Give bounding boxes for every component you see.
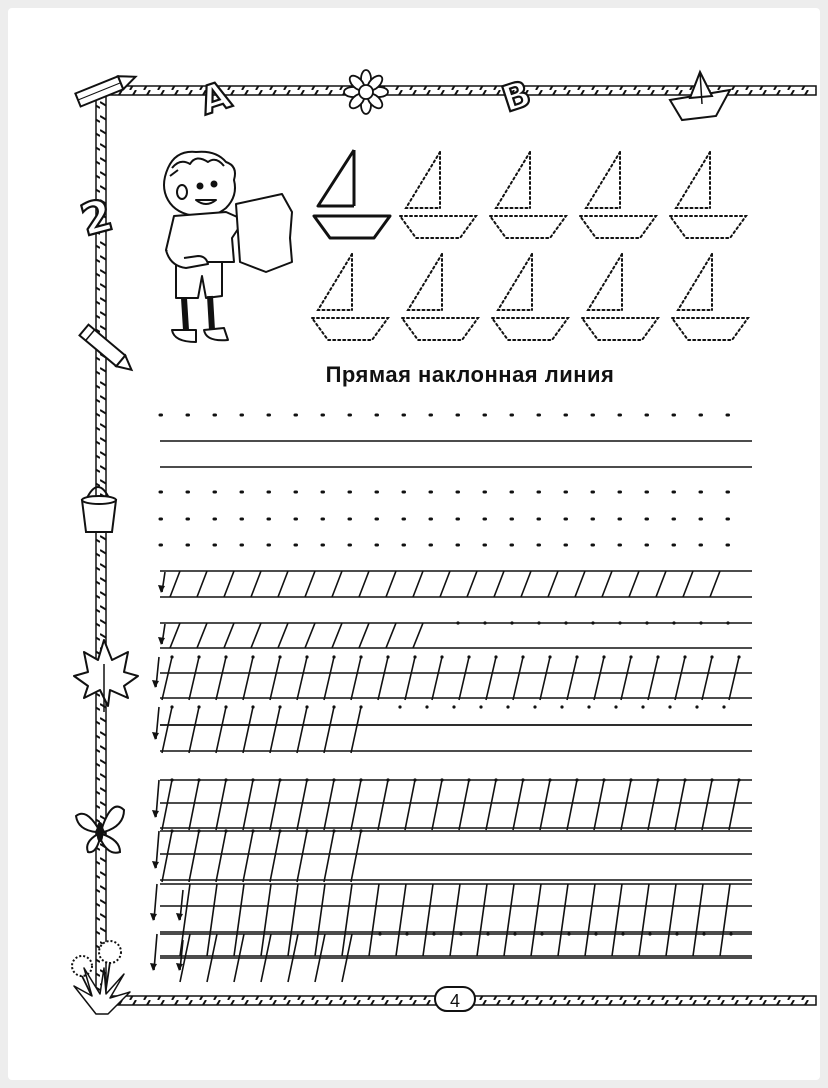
guide-dot [378, 932, 381, 935]
slant-stroke [234, 884, 244, 956]
guide-dot [621, 932, 624, 935]
slant-stroke [369, 884, 379, 956]
svg-text:2: 2 [75, 189, 119, 247]
crayon-icon [80, 325, 136, 376]
guide-dot [645, 621, 648, 624]
slant-stroke [189, 657, 199, 700]
slant-stroke [216, 831, 226, 882]
slant-stroke [602, 571, 612, 597]
slant-stroke [521, 571, 531, 597]
slant-stroke [440, 571, 450, 597]
page-number: 4 [434, 986, 476, 1012]
slant-stroke [162, 707, 172, 753]
traced-boat [580, 152, 656, 238]
slant-stroke [486, 657, 496, 700]
traced-boat [490, 152, 566, 238]
slant-stroke [216, 780, 226, 830]
slant-stroke [729, 780, 739, 830]
guide-dot [459, 932, 462, 935]
slant-stroke [477, 884, 487, 956]
slant-stroke [297, 831, 307, 882]
slant-stroke [459, 780, 469, 830]
slant-stroke [278, 571, 288, 597]
slant-stroke [189, 831, 199, 882]
slant-stroke [170, 571, 180, 597]
slant-stroke [513, 780, 523, 830]
guide-dot [648, 932, 651, 935]
slant-stroke [189, 707, 199, 753]
slant-stroke [639, 884, 649, 956]
guide-dot [594, 932, 597, 935]
slant-stroke [558, 884, 568, 956]
slant-stroke [450, 884, 460, 956]
guide-dot [540, 932, 543, 935]
slant-stroke [548, 571, 558, 597]
slant-stroke [656, 571, 666, 597]
slant-stroke [189, 780, 199, 830]
slant-stroke [243, 831, 253, 882]
guide-dot [506, 705, 509, 708]
slant-stroke [251, 623, 261, 648]
start-arrow [158, 624, 165, 645]
slant-stroke [531, 884, 541, 956]
guide-dot [618, 621, 621, 624]
slant-stroke [180, 884, 190, 956]
slant-stroke [278, 623, 288, 648]
slant-stroke [342, 884, 352, 956]
guide-dot [483, 621, 486, 624]
slant-stroke [621, 657, 631, 700]
guide-dot [405, 932, 408, 935]
writing-practice-lines [150, 415, 752, 982]
sample-boat [314, 150, 390, 238]
guide-dot [510, 621, 513, 624]
slant-stroke [513, 657, 523, 700]
start-arrow [158, 572, 165, 593]
slant-stroke [423, 884, 433, 956]
slant-stroke [332, 623, 342, 648]
slant-stroke [305, 623, 315, 648]
slant-stroke [648, 657, 658, 700]
maple-leaf-icon [74, 640, 138, 712]
guide-dot [564, 621, 567, 624]
slant-stroke [378, 780, 388, 830]
guide-dot [641, 705, 644, 708]
slant-stroke [297, 657, 307, 700]
slant-stroke [197, 571, 207, 597]
slant-stroke [405, 657, 415, 700]
slant-stroke [621, 780, 631, 830]
slant-stroke [197, 623, 207, 648]
slant-stroke [683, 571, 693, 597]
guide-dot [699, 621, 702, 624]
slant-stroke [270, 707, 280, 753]
slant-stroke [540, 657, 550, 700]
slant-stroke [162, 657, 172, 700]
guide-dot [695, 705, 698, 708]
slant-stroke [666, 884, 676, 956]
guide-dot [479, 705, 482, 708]
slant-stroke [243, 707, 253, 753]
traced-boat [312, 254, 388, 340]
slant-stroke [297, 780, 307, 830]
traced-boat [582, 254, 658, 340]
slant-stroke [378, 657, 388, 700]
paper-boat-icon [670, 72, 730, 120]
worksheet-title: Прямая наклонная линия [325, 362, 615, 387]
slant-stroke [612, 884, 622, 956]
slant-stroke [710, 571, 720, 597]
slant-stroke [693, 884, 703, 956]
slant-stroke [351, 707, 361, 753]
slant-stroke [413, 571, 423, 597]
slant-stroke [432, 780, 442, 830]
svg-text:А: А [194, 72, 236, 124]
slant-stroke [351, 657, 361, 700]
slant-stroke [324, 831, 334, 882]
slant-stroke [413, 623, 423, 648]
slant-stroke [359, 571, 369, 597]
start-arrow [150, 884, 157, 921]
slant-stroke [270, 780, 280, 830]
guide-dot [432, 932, 435, 935]
numeral-two-icon [75, 189, 118, 246]
slant-stroke [305, 571, 315, 597]
slant-stroke [162, 780, 172, 830]
slant-stroke [162, 831, 172, 882]
guide-dot [486, 932, 489, 935]
slant-stroke [494, 571, 504, 597]
slant-stroke [594, 780, 604, 830]
traced-boat [672, 254, 748, 340]
slant-stroke [216, 657, 226, 700]
guide-dot [560, 705, 563, 708]
guide-dot [567, 932, 570, 935]
slant-stroke [351, 780, 361, 830]
slant-stroke [648, 780, 658, 830]
slant-stroke [504, 884, 514, 956]
slant-stroke [324, 780, 334, 830]
guide-dot [668, 705, 671, 708]
slant-stroke [540, 780, 550, 830]
guide-dot [398, 705, 401, 708]
slant-stroke [585, 884, 595, 956]
start-arrow [152, 780, 159, 818]
slant-stroke [332, 571, 342, 597]
slant-stroke [270, 831, 280, 882]
slant-stroke [270, 657, 280, 700]
traced-boat [492, 254, 568, 340]
slant-stroke [243, 657, 253, 700]
traced-boat [402, 254, 478, 340]
start-arrow [152, 707, 159, 740]
slant-stroke [170, 623, 180, 648]
slant-stroke [251, 571, 261, 597]
slant-stroke [567, 657, 577, 700]
guide-dot [533, 705, 536, 708]
start-arrow [152, 657, 159, 688]
slant-stroke [467, 571, 477, 597]
slant-stroke [675, 780, 685, 830]
slant-stroke [675, 657, 685, 700]
guide-dot [456, 621, 459, 624]
slant-stroke [405, 780, 415, 830]
slant-stroke [359, 623, 369, 648]
slant-stroke [324, 657, 334, 700]
boy-illustration [164, 152, 292, 342]
traced-boat [670, 152, 746, 238]
slant-stroke [702, 780, 712, 830]
guide-dot [722, 705, 725, 708]
slant-stroke [288, 884, 298, 956]
slant-stroke [386, 571, 396, 597]
guide-dot [726, 621, 729, 624]
slant-stroke [575, 571, 585, 597]
slant-stroke [486, 780, 496, 830]
svg-text:В: В [497, 73, 536, 121]
slant-stroke [261, 884, 271, 956]
slant-stroke [567, 780, 577, 830]
letter-b-icon [497, 73, 536, 120]
guide-dot [675, 932, 678, 935]
start-arrow [150, 934, 157, 971]
slant-stroke [224, 623, 234, 648]
slant-stroke [315, 884, 325, 956]
slant-stroke [216, 707, 226, 753]
slant-stroke [396, 884, 406, 956]
slant-stroke [729, 657, 739, 700]
slant-stroke [297, 707, 307, 753]
guide-dot [672, 621, 675, 624]
slant-stroke [720, 884, 730, 956]
guide-dot [452, 705, 455, 708]
guide-dot [425, 705, 428, 708]
letter-a-icon [194, 72, 236, 123]
slant-stroke [459, 657, 469, 700]
guide-dot [513, 932, 516, 935]
slant-stroke [207, 884, 217, 956]
slant-stroke [351, 831, 361, 882]
slant-stroke [224, 571, 234, 597]
slant-stroke [243, 780, 253, 830]
traced-boat [400, 152, 476, 238]
guide-dot [587, 705, 590, 708]
slant-stroke [432, 657, 442, 700]
guide-dot [591, 621, 594, 624]
slant-stroke [629, 571, 639, 597]
slant-stroke [702, 657, 712, 700]
guide-dot [614, 705, 617, 708]
guide-dot [702, 932, 705, 935]
flower-icon [344, 70, 388, 114]
guide-dot [537, 621, 540, 624]
start-arrow [152, 831, 159, 869]
traced-boats [312, 152, 748, 340]
slant-stroke [386, 623, 396, 648]
guide-dot [729, 932, 732, 935]
slant-stroke [324, 707, 334, 753]
slant-stroke [594, 657, 604, 700]
